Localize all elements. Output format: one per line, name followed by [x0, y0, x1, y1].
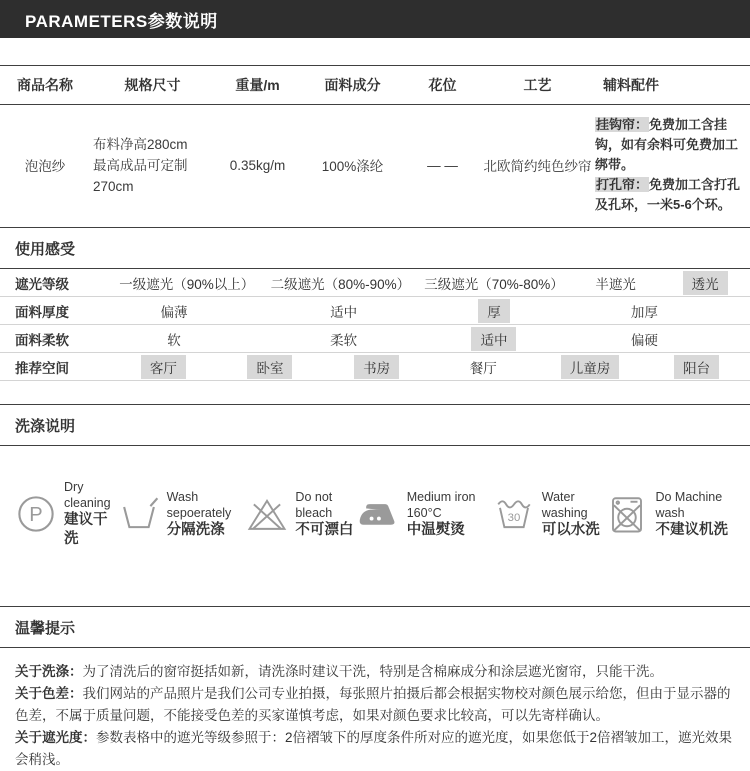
parameters-banner: [0, 0, 750, 38]
row-items: [110, 271, 750, 295]
usage-row-softness: [0, 325, 750, 353]
col-header-craft: 工艺: [523, 77, 552, 93]
washing-section: [0, 404, 750, 549]
accessory-hook-curtain: [595, 115, 750, 175]
washing-item-en: Wash sepoerately: [166, 489, 232, 520]
usage-row-thickness: [0, 297, 750, 325]
svg-text:P: P: [29, 504, 43, 526]
washing-item-zh: 分隔洗涤: [166, 521, 225, 538]
spec-table: [0, 65, 750, 227]
row-items: [110, 327, 750, 351]
selected-badge: 透光: [683, 271, 728, 295]
row-label: 面料柔软: [15, 332, 69, 348]
room-option-selected: [537, 355, 644, 379]
selected-badge: 厚: [478, 299, 510, 323]
selected-badge: 客厅: [141, 355, 186, 379]
accessory-tag: 挂钩帘：: [596, 117, 649, 132]
thickness-option: 加厚: [630, 304, 658, 320]
washing-item-zh: 不建议机洗: [655, 521, 728, 538]
selected-badge: 适中: [471, 327, 516, 351]
selected-badge: 儿童房: [561, 355, 620, 379]
size-cell: [90, 134, 215, 197]
product-name-cell: 泡泡纱: [24, 159, 66, 174]
washing-item-wash-separately: [118, 479, 247, 549]
thickness-option: 适中: [330, 304, 358, 320]
shading-option: 二级遮光（80%-90%）: [270, 276, 411, 292]
selected-badge: 卧室: [247, 355, 292, 379]
col-header-fabric: 面料成分: [324, 77, 381, 93]
col-header-accessories: 辅料配件: [603, 77, 659, 93]
page-title: PARAMETERS参数说明: [25, 11, 218, 31]
softness-option-selected: [449, 327, 539, 351]
spec-table-header: [0, 65, 750, 105]
medium-iron-icon: [356, 492, 400, 536]
room-option-selected: [323, 355, 430, 379]
water-temp-label: 30: [507, 512, 521, 524]
size-line-1: 布料净高280cm: [93, 136, 188, 152]
tip-shading-degree: [15, 727, 735, 771]
row-items: [110, 299, 750, 323]
washing-item-en: Dry cleaning: [64, 480, 111, 510]
washing-item-en: Medium iron 160°C: [406, 489, 476, 520]
washing-item-text: [64, 479, 118, 549]
accessory-text: 免费加工含打孔及孔环，一米5-6个环。: [595, 177, 741, 212]
accessory-grommet-curtain: [595, 175, 750, 215]
room-option-selected: [110, 355, 217, 379]
washing-item-dry-clean: [15, 479, 118, 549]
row-label: 推荐空间: [15, 360, 69, 376]
tip-color-difference: [15, 683, 735, 727]
size-line-2: 最高成品可定制270cm: [93, 157, 188, 194]
col-header-size: 规格尺寸: [124, 77, 181, 93]
washing-item-medium-iron: [356, 479, 493, 549]
washing-item-text: [167, 489, 247, 540]
col-header-product-name: 商品名称: [17, 77, 73, 93]
usage-row-rooms: [0, 353, 750, 381]
tip-prefix: 关于遮光度：: [15, 730, 96, 745]
shading-option: 三级遮光（70%-80%）: [424, 276, 564, 292]
accessory-text: 免费加工含挂钩，如有余料可免费加工绑带。: [595, 117, 739, 172]
row-label: 遮光等级: [15, 276, 69, 292]
room-option-selected: [217, 355, 324, 379]
washing-item-text: [542, 489, 607, 540]
tip-text: 参数表格中的遮光等级参照于：2倍褶皱下的厚度条件所对应的遮光度，如果您低于2倍褶皱加工，遮光效果会稍浅。: [15, 730, 733, 767]
shading-option-selected: [660, 271, 750, 295]
selected-badge: 书房: [354, 355, 399, 379]
wash-separately-icon: [118, 492, 160, 536]
room-option-selected: [643, 355, 750, 379]
tip-text: 我们网站的产品照片是我们公司专业拍摄，每张照片拍摄后都会根据实物校对颜色展示给您，但由于显示器的色差，不属于质量问题，不能接受色差的买家谨慎考虑，如果对颜色要求比较高，可以先寄样确认。: [15, 686, 731, 723]
washing-item-text: [655, 489, 735, 540]
softness-option: 软: [167, 332, 181, 348]
col-header-weight: 重量/m: [235, 77, 280, 93]
washing-section-title: 洗涤说明: [0, 404, 750, 446]
washing-item-zh: 中温熨烫: [406, 521, 465, 538]
washing-item-water-washing: [493, 479, 607, 549]
washing-item-en: Water washing: [541, 489, 588, 520]
thickness-option: 偏薄: [160, 304, 188, 320]
tip-washing: [15, 661, 735, 683]
accessory-tag: 打孔帘：: [596, 177, 649, 192]
tip-text: 为了清洗后的窗帘挺括如新，请洗涤时建议干洗，特别是含棉麻成分和涂层遮光窗帘，只能干洗。: [82, 664, 663, 679]
shading-option: 一级遮光（90%以上）: [119, 276, 255, 292]
thickness-option-selected: [449, 299, 539, 323]
tips-section: [0, 606, 750, 771]
dry-clean-icon: [15, 492, 57, 536]
washing-item-no-bleach: [246, 479, 355, 549]
accessories-cell: [595, 115, 750, 215]
room-option: 餐厅: [469, 360, 497, 376]
washing-item-no-machine-wash: [606, 479, 735, 549]
spec-table-row: [0, 105, 750, 227]
no-machine-wash-icon: [606, 492, 648, 536]
tip-prefix: 关于洗涤：: [15, 664, 83, 679]
washing-item-zh: 建议干洗: [64, 512, 108, 547]
washing-item-en: Do Machine wash: [655, 489, 723, 520]
pattern-cell: — —: [427, 157, 458, 173]
craft-cell: 北欧简约纯色纱帘: [483, 159, 592, 174]
washing-item-en: Do not bleach: [295, 489, 333, 520]
row-label: 面料厚度: [15, 304, 69, 320]
softness-option: 偏硬: [630, 332, 658, 348]
usage-rows: [0, 269, 750, 381]
usage-row-shading: [0, 269, 750, 297]
tips-body: [0, 648, 750, 771]
do-not-bleach-icon: [246, 492, 288, 536]
selected-badge: 阳台: [674, 355, 719, 379]
washing-symbols-row: [0, 479, 750, 549]
softness-option: 柔软: [330, 332, 358, 348]
washing-item-zh: 不可漂白: [295, 521, 354, 538]
tip-prefix: 关于色差：: [15, 686, 83, 701]
washing-item-text: [295, 489, 355, 540]
usage-section-title: 使用感受: [0, 227, 750, 269]
fabric-cell: 100%涤纶: [321, 159, 384, 174]
col-header-pattern: 花位: [428, 77, 457, 93]
row-items: [110, 355, 750, 379]
washing-item-text: [407, 489, 493, 540]
weight-cell: 0.35kg/m: [229, 157, 286, 173]
washing-item-zh: 可以水洗: [541, 521, 600, 538]
water-washing-icon: [493, 492, 535, 536]
tips-section-title: 温馨提示: [0, 606, 750, 648]
shading-option: 半遮光: [595, 276, 636, 292]
